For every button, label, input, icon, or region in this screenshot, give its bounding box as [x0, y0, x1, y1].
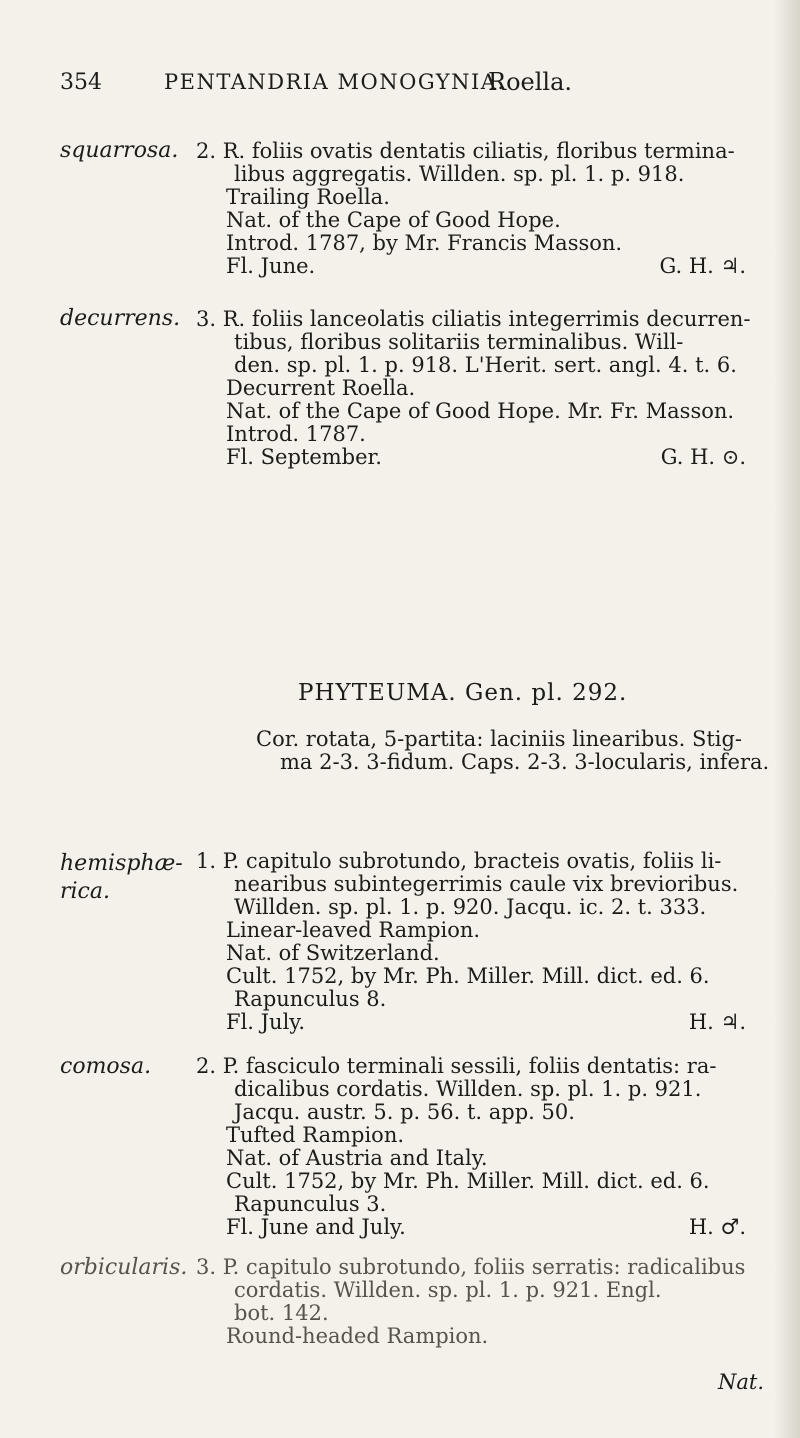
synonym: Rapunculus 3. — [234, 1192, 387, 1216]
diagnosis-line: bot. 142. — [234, 1301, 329, 1325]
genus-heading: PHYTEUMA. Gen. pl. 292. — [298, 680, 628, 706]
common-name: Round-headed Rampion. — [226, 1324, 489, 1348]
common-name: Tufted Rampion. — [226, 1123, 405, 1147]
flowering-time: Fl. June. — [226, 254, 316, 278]
diagnosis-line: 3. R. foliis lanceolatis ciliatis integerrimis decurren- — [196, 307, 751, 331]
habit-symbol: G. H. ⊙. — [660, 445, 746, 469]
margin-line: orbicularis. — [60, 1255, 188, 1280]
margin-epithet-decurrens: decurrens. — [60, 306, 181, 331]
species-entry-comosa — [196, 1054, 796, 1239]
common-name: Linear-leaved Rampion. — [226, 918, 481, 942]
native-range: Nat. of the Cape of Good Hope. Mr. Fr. Masson. — [226, 399, 735, 423]
diagnosis-line: nearibus subintegerrimis caule vix brevioribus. — [234, 872, 739, 896]
margin-line: rica. — [60, 879, 110, 904]
margin-line: hemisphæ- — [60, 851, 183, 876]
running-genus: Roella. — [488, 68, 573, 96]
synonym: Rapunculus 8. — [234, 987, 387, 1011]
diagnosis-line: 1. P. capitulo subrotundo, bracteis ovatis, foliis li- — [196, 849, 722, 873]
page-number: 354 — [60, 70, 102, 95]
margin-epithet-orbicularis — [60, 1254, 187, 1282]
diagnosis-line: cordatis. Willden. sp. pl. 1. p. 921. Engl. — [234, 1278, 662, 1302]
diagnosis-line: libus aggregatis. Willden. sp. pl. 1. p. 918. — [234, 162, 685, 186]
margin-epithet-hemisphaerica — [60, 850, 183, 906]
cultivation: Cult. 1752, by Mr. Ph. Miller. Mill. dict. ed. 6. — [226, 1169, 710, 1193]
species-entry-squarrosa — [196, 139, 796, 278]
species-entry-decurrens — [196, 307, 796, 469]
diagnosis-line: 3. P. capitulo subrotundo, foliis serratis: radicalibus — [196, 1255, 746, 1279]
diagnosis-line: 2. P. fasciculo terminali sessili, foliis dentatis: ra- — [196, 1054, 717, 1078]
native-range: Nat. of the Cape of Good Hope. — [226, 208, 561, 232]
running-head: PENTANDRIA MONOGYNIA. — [164, 70, 506, 94]
flowering-row — [226, 446, 796, 469]
native-range: Nat. of Austria and Italy. — [226, 1146, 488, 1170]
diagnosis-line: Willden. sp. pl. 1. p. 920. Jacqu. ic. 2. t. 333. — [234, 895, 707, 919]
introduction: Introd. 1787. — [226, 422, 366, 446]
catchword: Nat. — [718, 1370, 765, 1394]
character-line: ma 2-3. 3-fidum. Caps. 2-3. 3-locularis, infera. — [280, 750, 770, 774]
habit-symbol: G. H. ♃. — [659, 254, 746, 278]
species-entry-orbicularis — [196, 1255, 796, 1348]
flowering-time: Fl. July. — [226, 1010, 306, 1034]
margin-epithet-comosa — [60, 1053, 151, 1081]
diagnosis-line: Jacqu. austr. 5. p. 56. t. app. 50. — [234, 1100, 575, 1124]
diagnosis-line: den. sp. pl. 1. p. 918. L'Herit. sert. angl. 4. t. 6. — [234, 353, 737, 377]
flowering-row — [226, 1216, 796, 1239]
common-name: Trailing Roella. — [226, 185, 390, 209]
habit-symbol: H. ♂. — [688, 1215, 746, 1239]
genus-character — [256, 728, 796, 774]
margin-epithet-squarrosa: squarrosa. — [60, 138, 179, 163]
diagnosis-line: tibus, floribus solitariis terminalibus. Will- — [234, 330, 684, 354]
habit-symbol: H. ♃. — [688, 1010, 746, 1034]
flowering-row — [226, 1011, 796, 1034]
flowering-row — [226, 255, 796, 278]
flowering-time: Fl. September. — [226, 445, 382, 469]
diagnosis-line: dicalibus cordatis. Willden. sp. pl. 1. p. 921. — [234, 1077, 702, 1101]
cultivation: Cult. 1752, by Mr. Ph. Miller. Mill. dict. ed. 6. — [226, 964, 710, 988]
introduction: Introd. 1787, by Mr. Francis Masson. — [226, 231, 623, 255]
common-name: Decurrent Roella. — [226, 376, 416, 400]
native-range: Nat. of Switzerland. — [226, 941, 440, 965]
page-header — [60, 70, 760, 104]
character-line: Cor. rotata, 5-partita: laciniis linearibus. Stig- — [256, 727, 743, 751]
species-entry-hemisphaerica — [196, 849, 796, 1034]
diagnosis-line: 2. R. foliis ovatis dentatis ciliatis, floribus termina- — [196, 139, 735, 163]
margin-line: comosa. — [60, 1054, 152, 1079]
flowering-time: Fl. June and July. — [226, 1215, 406, 1239]
